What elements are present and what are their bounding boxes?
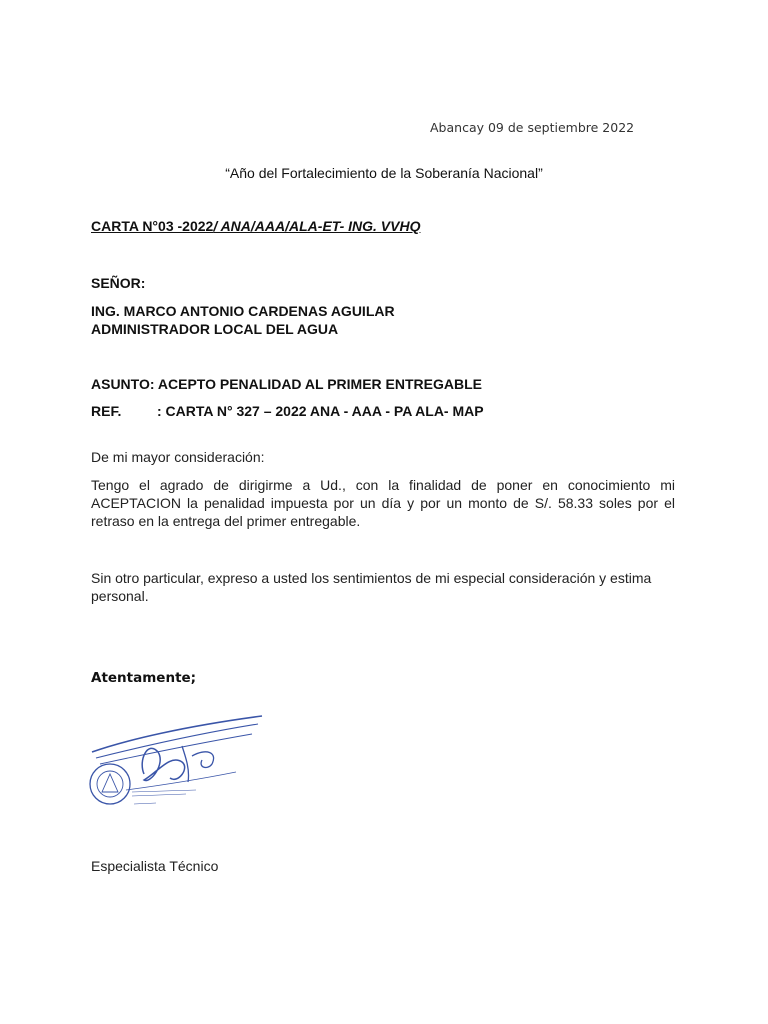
recipient-block	[91, 302, 395, 338]
seal-emblem	[102, 774, 118, 792]
ref-value: : CARTA N° 327 – 2022 ANA - AAA - PA ALA- MAP	[157, 403, 484, 419]
signer-title: Especialista Técnico	[91, 858, 219, 874]
reference-line	[91, 403, 484, 419]
letter-date: Abancay 09 de septiembre 2022	[430, 120, 635, 135]
recipient-name: ING. MARCO ANTONIO CARDENAS AGUILAR	[91, 303, 395, 319]
salutation-label: SEÑOR:	[91, 275, 146, 291]
carta-suffix: / ANA/AAA/ALA-ET- ING. VVHQ	[213, 218, 421, 234]
letter-reference-number	[91, 218, 420, 234]
ref-label: REF.	[91, 403, 122, 419]
year-motto: “Año del Fortalecimiento de la Soberanía Nacional”	[225, 165, 543, 181]
signature-stamp	[86, 712, 266, 824]
recipient-title: ADMINISTRADOR LOCAL DEL AGUA	[91, 321, 339, 337]
seal-outer-ring	[90, 764, 130, 804]
body-paragraph-1: Tengo el agrado de dirigirme a Ud., con la finalidad de poner en conocimiento mi ACEPTACION la penalidad impuesta por un día y por un monto de S/. 58.33 soles por el retraso en la entrega del primer entregable.	[91, 477, 675, 529]
subject-line: ASUNTO: ACEPTO PENALIDAD AL PRIMER ENTREGABLE	[91, 376, 482, 392]
body-paragraph-2: Sin otro particular, expreso a usted los sentimientos de mi especial consideración y estima personal.	[91, 570, 652, 604]
carta-number: CARTA N°03 -2022	[91, 218, 214, 234]
closing: Atentamente;	[91, 670, 197, 686]
greeting: De mi mayor consideración:	[91, 449, 265, 465]
